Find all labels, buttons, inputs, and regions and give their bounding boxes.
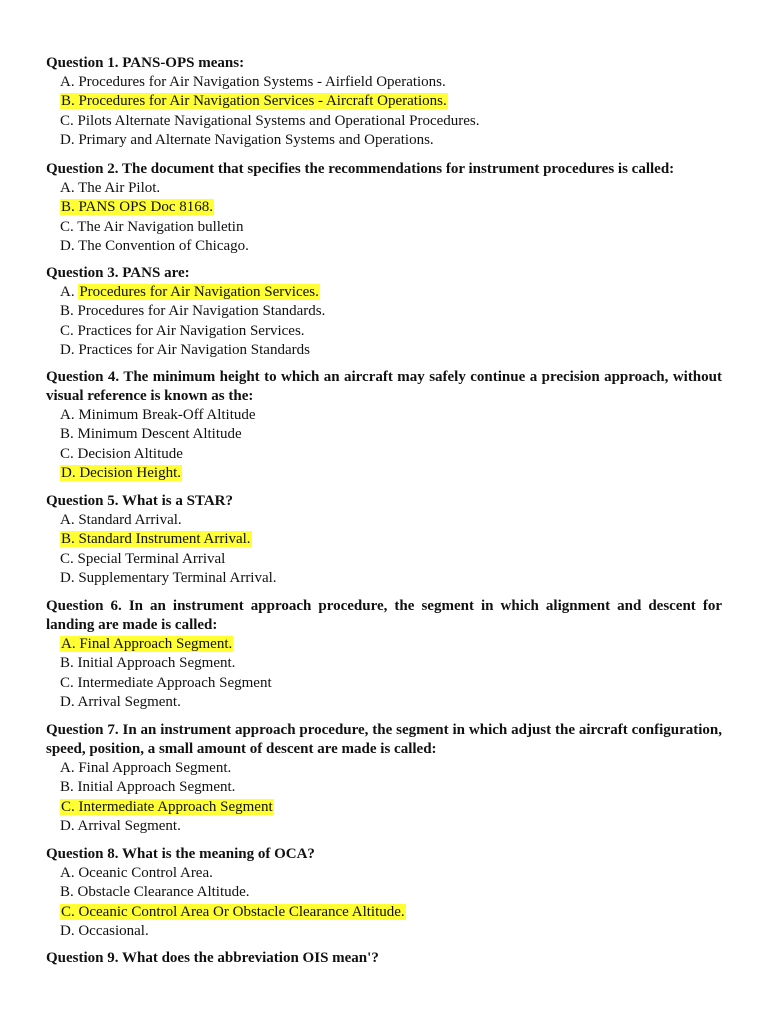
question-title: Question 7. In an instrument approach procedure, the segment in which adjust the aircraft configuration, speed, position, a small amount of descent are made is called:: [46, 722, 722, 757]
option-text: Special Terminal Arrival: [77, 550, 226, 567]
option-text: Obstacle Clearance Altitude.: [77, 884, 250, 901]
question-title: Question 4. The minimum height to which an aircraft may safely continue a precision approach, without visual reference is known as the:: [46, 369, 722, 404]
option-text: Standard Instrument Arrival.: [78, 531, 251, 548]
answer-option: [46, 759, 722, 778]
answer-highlight: [60, 904, 406, 920]
question-2: [46, 160, 722, 256]
answer-option: [46, 778, 722, 797]
option-text: Primary and Alternate Navigation Systems and Operations.: [78, 131, 434, 148]
option-letter: B.: [60, 655, 74, 672]
option-text: The Air Navigation bulletin: [77, 218, 244, 235]
option-text: Procedures for Air Navigation Services.: [79, 284, 319, 300]
question-6: [46, 597, 722, 712]
answer-option: [46, 864, 722, 883]
option-list: [46, 511, 722, 588]
option-text: Initial Approach Segment.: [77, 779, 236, 796]
option-text: The Air Pilot.: [78, 180, 161, 196]
answer-option: [46, 302, 722, 321]
option-letter: D.: [61, 464, 76, 481]
answer-highlight: [60, 799, 274, 815]
option-text: Arrival Segment.: [77, 817, 181, 834]
question-title: Question 8. What is the meaning of OCA?: [46, 846, 315, 862]
option-letter: C.: [60, 112, 74, 129]
question-7: [46, 721, 722, 836]
option-text: Supplementary Terminal Arrival.: [78, 569, 277, 586]
option-list: [46, 759, 722, 836]
answer-option: [46, 654, 722, 673]
option-text: PANS OPS Doc 8168.: [78, 199, 213, 216]
answer-option: [46, 883, 722, 902]
option-letter: A.: [60, 407, 75, 423]
option-letter: A.: [61, 636, 76, 652]
option-letter: D.: [60, 693, 75, 710]
answer-option: [46, 445, 722, 464]
option-letter: A.: [60, 74, 75, 90]
question-title: Question 2. The document that specifies the recommendations for instrument procedures is called:: [46, 161, 675, 177]
option-text: Decision Height.: [79, 464, 181, 481]
option-letter: C.: [60, 445, 74, 462]
answer-option: [46, 817, 722, 836]
option-letter: C.: [60, 550, 74, 567]
option-letter: B.: [60, 884, 74, 901]
option-text: Intermediate Approach Segment: [78, 798, 273, 815]
answer-highlight: [60, 636, 233, 652]
option-text: Pilots Alternate Navigational Systems and Operational Procedures.: [77, 112, 480, 129]
option-text: Standard Arrival.: [78, 512, 182, 528]
answer-option: [46, 198, 722, 217]
option-list: [46, 406, 722, 483]
option-letter: D.: [60, 817, 75, 834]
option-text: The Convention of Chicago.: [78, 237, 249, 254]
answer-option: [46, 73, 722, 92]
answer-option: [46, 179, 722, 198]
option-letter: B.: [61, 531, 75, 548]
answer-option: [46, 112, 722, 131]
answer-option: [46, 341, 722, 360]
option-letter: D.: [60, 922, 75, 939]
answer-option: [46, 92, 722, 111]
option-letter: C.: [61, 903, 75, 920]
option-letter: D.: [60, 237, 75, 254]
option-list: [46, 179, 722, 256]
option-text: Arrival Segment.: [77, 693, 181, 710]
option-list: [46, 864, 722, 941]
option-text: Practices for Air Navigation Services.: [77, 322, 305, 339]
question-title: Question 1. PANS-OPS means:: [46, 55, 245, 71]
option-text: Procedures for Air Navigation Standards.: [77, 303, 326, 320]
option-letter: B.: [61, 93, 75, 110]
question-9: [46, 949, 722, 968]
option-text: Minimum Descent Altitude: [77, 426, 242, 443]
option-text: Procedures for Air Navigation Systems - Airfield Operations.: [78, 74, 446, 90]
option-letter: B.: [61, 199, 75, 216]
option-letter: B.: [60, 303, 74, 320]
answer-option: [46, 464, 722, 483]
question-title: Question 6. In an instrument approach procedure, the segment in which alignment and descent for landing are made is called:: [46, 598, 722, 633]
option-text: Final Approach Segment.: [78, 760, 232, 776]
question-title: Question 3. PANS are:: [46, 265, 190, 281]
answer-highlight: [60, 199, 214, 215]
answer-option: [46, 674, 722, 693]
answer-highlight: [60, 531, 252, 547]
option-text: Practices for Air Navigation Standards: [78, 341, 310, 358]
option-text: Initial Approach Segment.: [77, 655, 236, 672]
option-letter: D.: [60, 131, 75, 148]
answer-option: [46, 798, 722, 817]
answer-highlight: [78, 284, 320, 300]
question-3: [46, 264, 722, 360]
question-5: [46, 492, 722, 588]
option-text: Oceanic Control Area Or Obstacle Clearance Altitude.: [78, 903, 405, 920]
answer-highlight: [60, 93, 448, 109]
question-4: [46, 368, 722, 483]
option-list: [46, 635, 722, 712]
option-text: Final Approach Segment.: [79, 636, 233, 652]
answer-option: [46, 218, 722, 237]
answer-option: [46, 922, 722, 941]
option-letter: A.: [60, 865, 75, 881]
option-letter: C.: [61, 798, 75, 815]
option-letter: A.: [60, 760, 75, 776]
answer-option: [46, 550, 722, 569]
answer-option: [46, 569, 722, 588]
option-letter: D.: [60, 341, 75, 358]
answer-highlight: [60, 465, 182, 481]
question-title: Question 5. What is a STAR?: [46, 493, 233, 509]
option-letter: A.: [60, 512, 75, 528]
option-text: Oceanic Control Area.: [78, 865, 213, 881]
answer-option: [46, 283, 722, 302]
option-list: [46, 283, 722, 360]
option-text: Minimum Break-Off Altitude: [78, 407, 256, 423]
answer-option: [46, 131, 722, 150]
option-letter: A.: [60, 284, 75, 300]
option-text: Intermediate Approach Segment: [77, 674, 272, 691]
answer-option: [46, 511, 722, 530]
option-letter: C.: [60, 322, 74, 339]
option-text: Procedures for Air Navigation Services - Aircraft Operations.: [78, 93, 447, 110]
answer-option: [46, 425, 722, 444]
option-letter: C.: [60, 218, 74, 235]
option-list: [46, 73, 722, 150]
question-8: [46, 845, 722, 941]
option-letter: B.: [60, 426, 74, 443]
answer-option: [46, 903, 722, 922]
question-1: [46, 54, 722, 150]
answer-option: [46, 406, 722, 425]
answer-option: [46, 530, 722, 549]
option-text: Occasional.: [78, 922, 149, 939]
option-letter: B.: [60, 779, 74, 796]
option-letter: D.: [60, 569, 75, 586]
option-letter: C.: [60, 674, 74, 691]
option-letter: A.: [60, 180, 75, 196]
answer-option: [46, 322, 722, 341]
answer-option: [46, 693, 722, 712]
option-text: Decision Altitude: [77, 445, 183, 462]
answer-option: [46, 237, 722, 256]
question-title: Question 9. What does the abbreviation OIS mean'?: [46, 950, 379, 966]
answer-option: [46, 635, 722, 654]
